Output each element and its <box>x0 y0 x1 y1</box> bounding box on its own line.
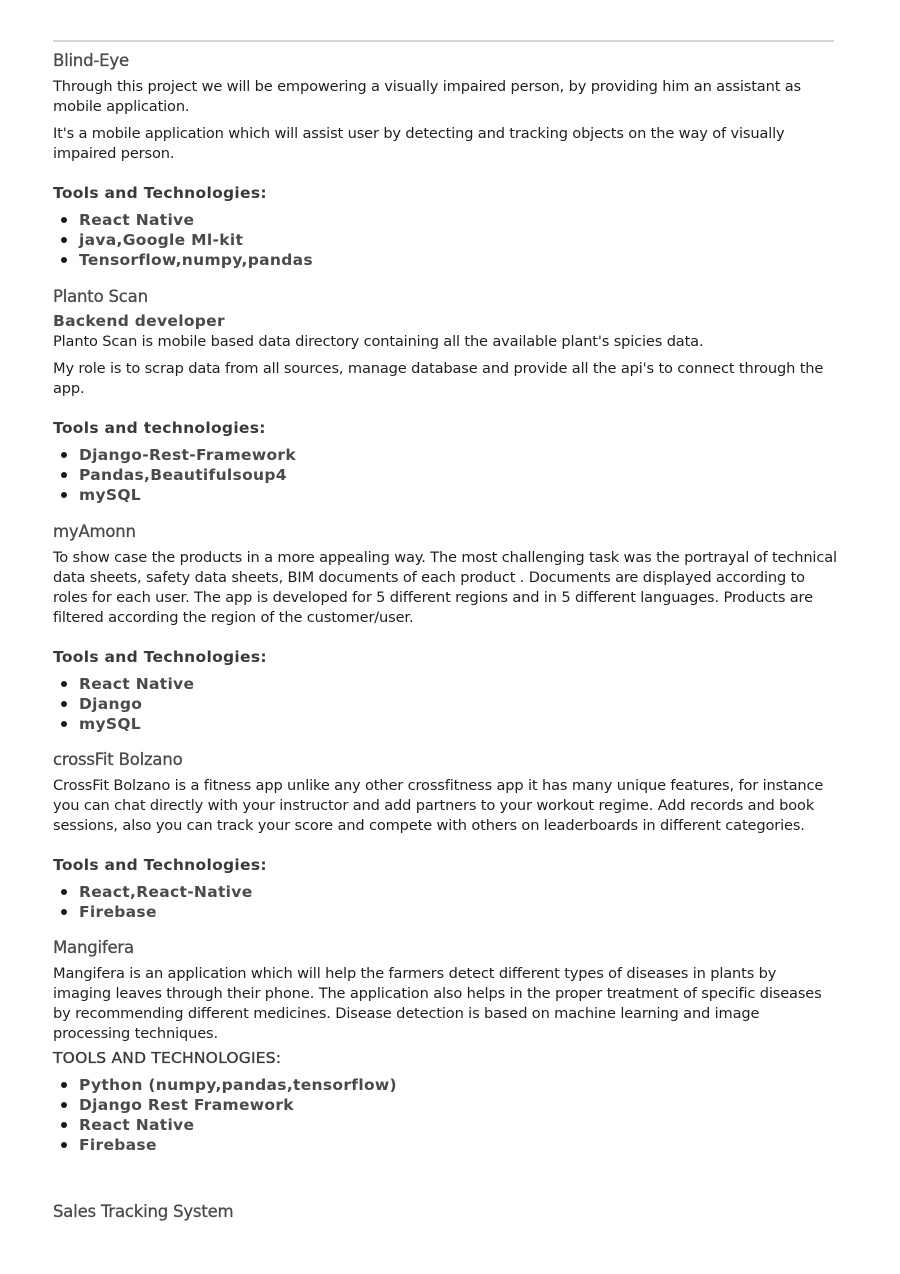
tool-item: Tensorflow,numpy,pandas <box>53 250 838 270</box>
project-planto-scan <box>53 287 838 505</box>
bullet-icon <box>61 681 67 687</box>
bullet-icon <box>61 452 67 458</box>
tool-item: mySQL <box>53 714 838 734</box>
tool-item: React Native <box>53 674 838 694</box>
bullet-icon <box>61 909 67 915</box>
bullet-icon <box>61 492 67 498</box>
tools-list <box>53 882 838 922</box>
project-title: Mangifera <box>53 938 134 957</box>
tool-item: React Native <box>53 210 838 230</box>
bullet-icon <box>61 721 67 727</box>
project-title: myAmonn <box>53 522 136 541</box>
bullet-icon <box>61 1102 67 1108</box>
bullet-icon <box>61 257 67 263</box>
project-title: Planto Scan <box>53 287 148 306</box>
tool-item: Python (numpy,pandas,tensorflow) <box>53 1075 838 1095</box>
tools-label: Tools and technologies: <box>53 419 266 437</box>
section-divider <box>53 40 834 42</box>
tool-item: Django <box>53 694 838 714</box>
tools-label: TOOLS AND TECHNOLOGIES: <box>53 1049 282 1067</box>
tools-list <box>53 1075 838 1155</box>
project-description: Mangifera is an application which will help the farmers detect different types of diseases in plants by imaging leaves through their phone. The application also helps in the proper treatment of specific diseases by recommending different medicines. Disease detection is based on machine learning and image processing techniques. <box>53 965 822 1042</box>
bullet-icon <box>61 217 67 223</box>
project-sales-tracking-system <box>53 1202 838 1222</box>
tool-item: React,React-Native <box>53 882 838 902</box>
bullet-icon <box>61 237 67 243</box>
bullet-icon <box>61 1082 67 1088</box>
project-blind-eye <box>53 51 838 270</box>
bullet-icon <box>61 1122 67 1128</box>
project-description: Through this project we will be empowering a visually impaired person, by providing him an assistant as mobile application. <box>53 78 801 115</box>
project-description: Planto Scan is mobile based data directory containing all the available plant's spicies data. <box>53 333 704 350</box>
tool-item: React Native <box>53 1115 838 1135</box>
project-title: Blind-Eye <box>53 51 129 70</box>
project-description: It's a mobile application which will assist user by detecting and tracking objects on the way of visually impaired person. <box>53 125 785 162</box>
tool-item: Firebase <box>53 902 838 922</box>
tools-list <box>53 445 838 505</box>
tool-item: Firebase <box>53 1135 838 1155</box>
bullet-icon <box>61 472 67 478</box>
tools-list <box>53 674 838 734</box>
project-myamonn <box>53 522 838 734</box>
tool-item: Django-Rest-Framework <box>53 445 838 465</box>
tools-label: Tools and Technologies: <box>53 648 267 666</box>
tool-item: Django Rest Framework <box>53 1095 838 1115</box>
project-description: CrossFit Bolzano is a fitness app unlike any other crossfitness app it has many unique features, for instance you can chat directly with your instructor and add partners to your workout regime. Add records and book sessions, also you can track your score and compete with others on leaderboards in different categories. <box>53 777 824 834</box>
project-role: Backend developer <box>53 312 225 330</box>
project-description: My role is to scrap data from all sources, manage database and provide all the api's to connect through the app. <box>53 360 824 397</box>
tool-item: Pandas,Beautifulsoup4 <box>53 465 838 485</box>
tools-label: Tools and Technologies: <box>53 856 267 874</box>
bullet-icon <box>61 701 67 707</box>
tools-label: Tools and Technologies: <box>53 184 267 202</box>
project-description: To show case the products in a more appealing way. The most challenging task was the portrayal of technical data sheets, safety data sheets, BIM documents of each product . Documents are displayed according to roles for each user. The app is developed for 5 different regions and in 5 different languages. Products are filtered according the region of the customer/user. <box>53 549 837 626</box>
project-title: Sales Tracking System <box>53 1202 234 1221</box>
project-crossfit-bolzano <box>53 750 838 922</box>
project-mangifera <box>53 938 838 1155</box>
project-title: crossFit Bolzano <box>53 750 183 769</box>
bullet-icon <box>61 889 67 895</box>
bullet-icon <box>61 1142 67 1148</box>
tool-item: java,Google Ml-kit <box>53 230 838 250</box>
tool-item: mySQL <box>53 485 838 505</box>
tools-list <box>53 210 838 270</box>
